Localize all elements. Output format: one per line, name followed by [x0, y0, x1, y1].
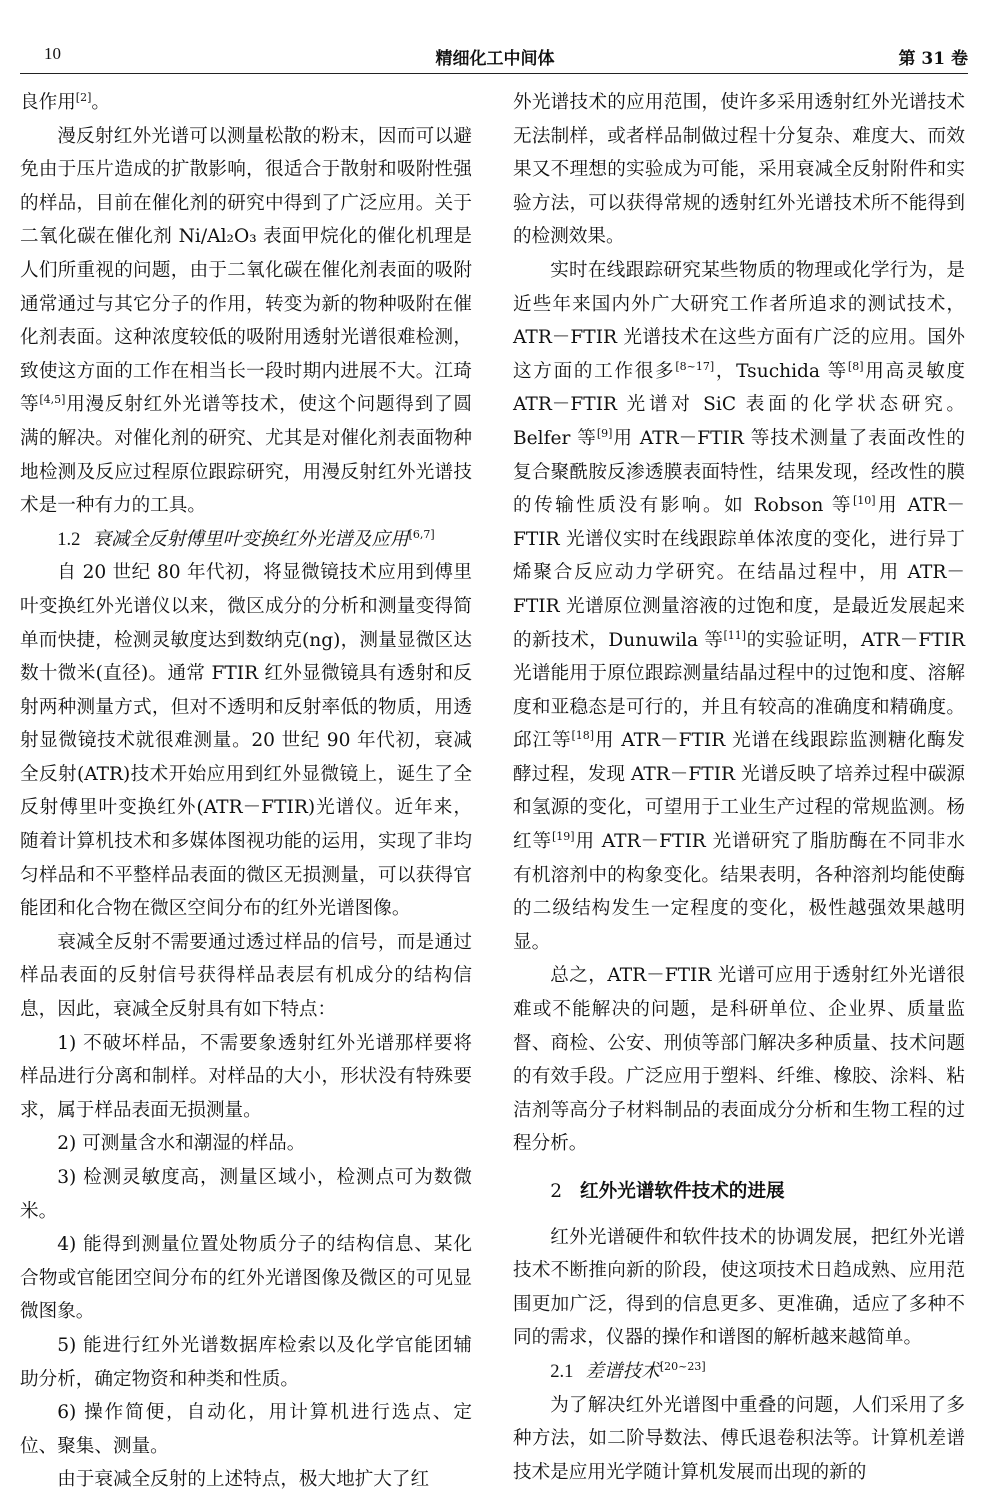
citation: [19]: [551, 829, 575, 843]
list-item: 2) 可测量含水和潮湿的样品。: [57, 1133, 306, 1155]
list-item: 6) 操作简便，自动化，用计算机进行选点、定位、聚集、测量。: [20, 1402, 472, 1457]
citation: [6,7]: [408, 527, 435, 541]
right-column: [513, 86, 965, 1489]
citation: [8~17]: [675, 359, 715, 373]
citation: [2]: [75, 90, 92, 104]
paragraph: 实时在线跟踪研究某些物质的物理或化学行为，是近些年来国内外广大研究工作者所追求的测试技术，ATR－FTIR 光谱技术在这些方面有广泛的应用。国外这方面的工作很多[8~17]，Tsuchida 等[8]用高灵敏度 ATR－FTIR 光谱对 SiC 表面的化学状态研究。Belfer 等[9]用 ATR－FTIR 等技术测量了表面改性的复合聚酰胺反渗透膜表面特性，结果发现，经改性的膜的传输性质没有影响。如 Robson 等[10]用 ATR－FTIR 光谱仪实时在线跟踪单体浓度的变化，进行异丁烯聚合反应动力学研究。在结晶过程中，用 ATR－FTIR 光谱原位测量溶液的过饱和度，是最近发展起来的新技术，Dunuwila 等[11]的实验证明，ATR－FTIR 光谱能用于原位跟踪测量结晶过程中的过饱和度、溶解度和亚稳态是可行的，并且有较高的准确度和精确度。邱江等[18]用 ATR－FTIR 光谱在线跟踪监测糖化酶发酵过程，发现 ATR－FTIR 光谱反映了培养过程中碳源和氢源的变化，可望用于工业生产过程的常规监测。杨红等[19]用 ATR－FTIR 光谱研究了脂肪酶在不同非水有机溶剂中的构象变化。结果表明，各种溶剂均能使酶的二级结构发生一定程度的变化，极性越强效果越明显。: [513, 259, 965, 953]
paragraph: 外光谱技术的应用范围，使许多采用透射红外光谱技术无法制样，或者样品制做过程十分复杂、难度大、而效果又不理想的实验成为可能，采用衰减全反射附件和实验方法，可以获得常规的透射红外光谱技术所不能得到的检测效果。: [513, 92, 965, 248]
paragraph: 由于衰减全反射的上述特点，极大地扩大了红: [57, 1469, 430, 1491]
citation: [9]: [596, 426, 613, 440]
list-item: 5) 能进行红外光谱数据库检索以及化学官能团辅助分析，确定物资和种类和性质。: [20, 1334, 472, 1390]
citation: [10]: [852, 493, 876, 507]
page-number: 10: [44, 44, 61, 63]
paragraph: 自 20 世纪 80 年代初，将显微镜技术应用到傅里叶变换红外光谱仪以来，微区成分的分析和测量变得简单而快捷，检测灵敏度达到数纳克(ng)，测量显微区达数十微米(直径)。通常 FTIR 红外显微镜具有透射和反射两种测量方式，但对不透明和反射率低的物质，用透射显微镜技术就很难测量。20 世纪 90 年代初，衰减全反射(ATR)技术开始应用到红外显微镜上，诞生了全反射傅里叶变换红外(ATR－FTIR)光谱仪。近年来，随着计算机技术和多媒体图视功能的运用，实现了非均匀样品和不平整样品表面的微区无损测量，可以获得官能团和化合物在微区空间分布的红外光谱图像。: [20, 562, 472, 920]
left-column: [20, 86, 472, 1497]
list-item: 3) 检测灵敏度高，测量区域小，检测点可为数微米。: [20, 1167, 472, 1222]
page-header: [22, 40, 968, 74]
section-heading-2: 2 红外光谱软件技术的进展: [550, 1181, 785, 1202]
header-rule: [20, 73, 968, 74]
citation: [8]: [847, 359, 864, 373]
list-item: 4) 能得到测量位置处物质分子的结构信息、某化合物或官能团空间分布的红外光谱图像及微区的可见显微图象。: [20, 1234, 472, 1323]
paragraph: 为了解决红外光谱图中重叠的问题，人们采用了多种方法，如二阶导数法、傅氏退卷积法等。计算机差谱技术是应用光学随计算机发展而出现的新的: [513, 1394, 965, 1483]
journal-title: 精细化工中间体: [435, 49, 555, 69]
volume-label: 第 31 卷: [898, 49, 968, 69]
paragraph: 总之，ATR－FTIR 光谱可应用于透射红外光谱很难或不能解决的问题，是科研单位、企业界、质量监督、商检、公安、刑侦等部门解决多种质量、技术问题的有效手段。广泛应用于塑料、纤维、橡胶、涂料、粘洁剂等高分子材料制品的表面成分分析和生物工程的过程分析。: [513, 965, 965, 1155]
section-heading-1-2: 1.2 衰减全反射傅里叶变换红外光谱及应用[6,7]: [57, 527, 435, 550]
citation: [20~23]: [659, 1359, 706, 1373]
citation: [4,5]: [39, 393, 66, 407]
citation: [11]: [723, 628, 747, 642]
paragraph: 漫反射红外光谱可以测量松散的粉末，因而可以避免由于压片造成的扩散影响，很适合于散射和吸附性强的样品，目前在催化剂的研究中得到了广泛应用。关于二氧化碳在催化剂 Ni/Al₂O₃ 表面甲烷化的催化机理是人们所重视的问题，由于二氧化碳在催化剂表面的吸附通常通过与其它分子的作用，转变为新的物种吸附在催化剂表面。这种浓度较低的吸附用透射光谱很难检测，致使这方面的工作在相当长一段时期内进展不大。江琦等[4,5]用漫反射红外光谱等技术，使这个问题得到了圆满的解决。对催化剂的研究、尤其是对催化剂表面物种地检测及反应过程原位跟踪研究，用漫反射红外光谱技术是一种有力的工具。: [20, 125, 472, 517]
paragraph: 良作用[2]。: [20, 90, 110, 113]
section-heading-2-1: 2.1 差谱技术[20~23]: [550, 1359, 706, 1382]
list-item: 1) 不破坏样品，不需要象透射红外光谱那样要将样品进行分离和制样。对样品的大小，形状没有特殊要求，属于样品表面无损测量。: [20, 1032, 472, 1121]
citation: [18]: [571, 729, 595, 743]
paragraph: 红外光谱硬件和软件技术的协调发展，把红外光谱技术不断推向新的阶段，使这项技术日趋成熟、应用范围更加广泛，得到的信息更多、更准确，适应了多种不同的需求，仪器的操作和谱图的解析越来越简单。: [513, 1226, 965, 1349]
paragraph: 衰减全反射不需要通过透过样品的信号，而是通过样品表面的反射信号获得样品表层有机成分的结构信息，因此，衰减全反射具有如下特点：: [20, 931, 472, 1021]
